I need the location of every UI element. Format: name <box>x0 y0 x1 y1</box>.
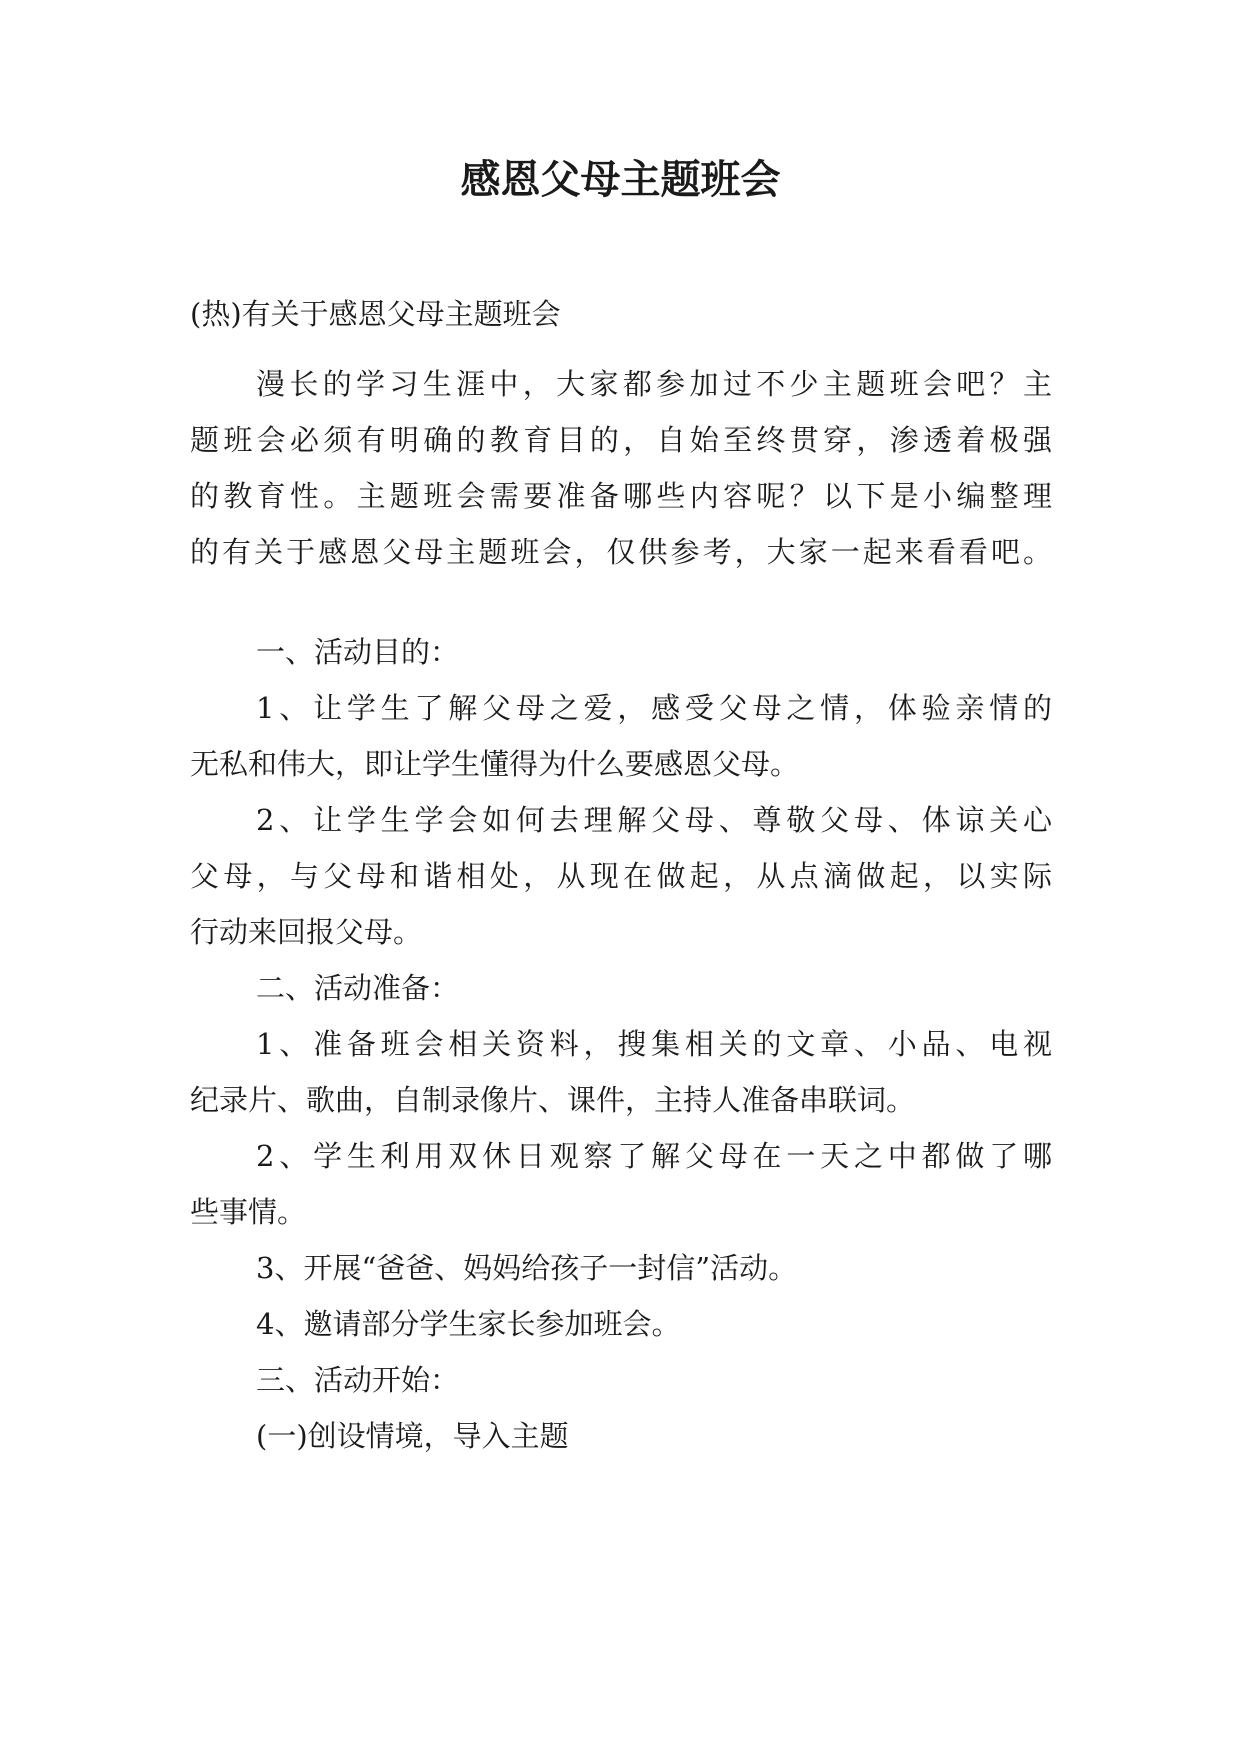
body-line: 些事情。 <box>190 1195 307 1229</box>
section-heading-purpose: 一、活动目的： <box>256 635 460 669</box>
intro-line: 的教育性。主题班会需要准备哪些内容呢？以下是小编整理 <box>190 479 1052 513</box>
intro-line: 题班会必须有明确的教育目的，自始至终贯穿，渗透着极强 <box>190 423 1052 457</box>
body-line: 纪录片、歌曲，自制录像片、课件，主持人准备串联词。 <box>190 1083 916 1117</box>
subsection-heading: (一)创设情境，导入主题 <box>256 1419 569 1453</box>
section-heading-start: 三、活动开始： <box>256 1363 460 1397</box>
intro-line: 漫长的学习生涯中，大家都参加过不少主题班会吧？主 <box>256 367 1052 401</box>
body-line: 1、准备班会相关资料，搜集相关的文章、小品、电视 <box>256 1027 1052 1061</box>
body-line: 3、开展“爸爸、妈妈给孩子一封信”活动。 <box>256 1251 798 1285</box>
body-line: 无私和伟大，即让学生懂得为什么要感恩父母。 <box>190 747 800 781</box>
document-title: 感恩父母主题班会 <box>460 157 781 203</box>
intro-line: 的有关于感恩父母主题班会，仅供参考，大家一起来看看吧。 <box>190 535 1052 569</box>
body-line: 2、让学生学会如何去理解父母、尊敬父母、体谅关心 <box>256 803 1052 837</box>
body-line: 父母，与父母和谐相处，从现在做起，从点滴做起，以实际 <box>190 859 1052 893</box>
document-subtitle: (热)有关于感恩父母主题班会 <box>190 297 561 331</box>
body-line: 1、让学生了解父母之爱，感受父母之情，体验亲情的 <box>256 691 1052 725</box>
body-line: 2、学生利用双休日观察了解父母在一天之中都做了哪 <box>256 1139 1052 1173</box>
section-heading-preparation: 二、活动准备： <box>256 971 460 1005</box>
body-line: 4、邀请部分学生家长参加班会。 <box>256 1307 681 1341</box>
body-line: 行动来回报父母。 <box>190 915 423 949</box>
